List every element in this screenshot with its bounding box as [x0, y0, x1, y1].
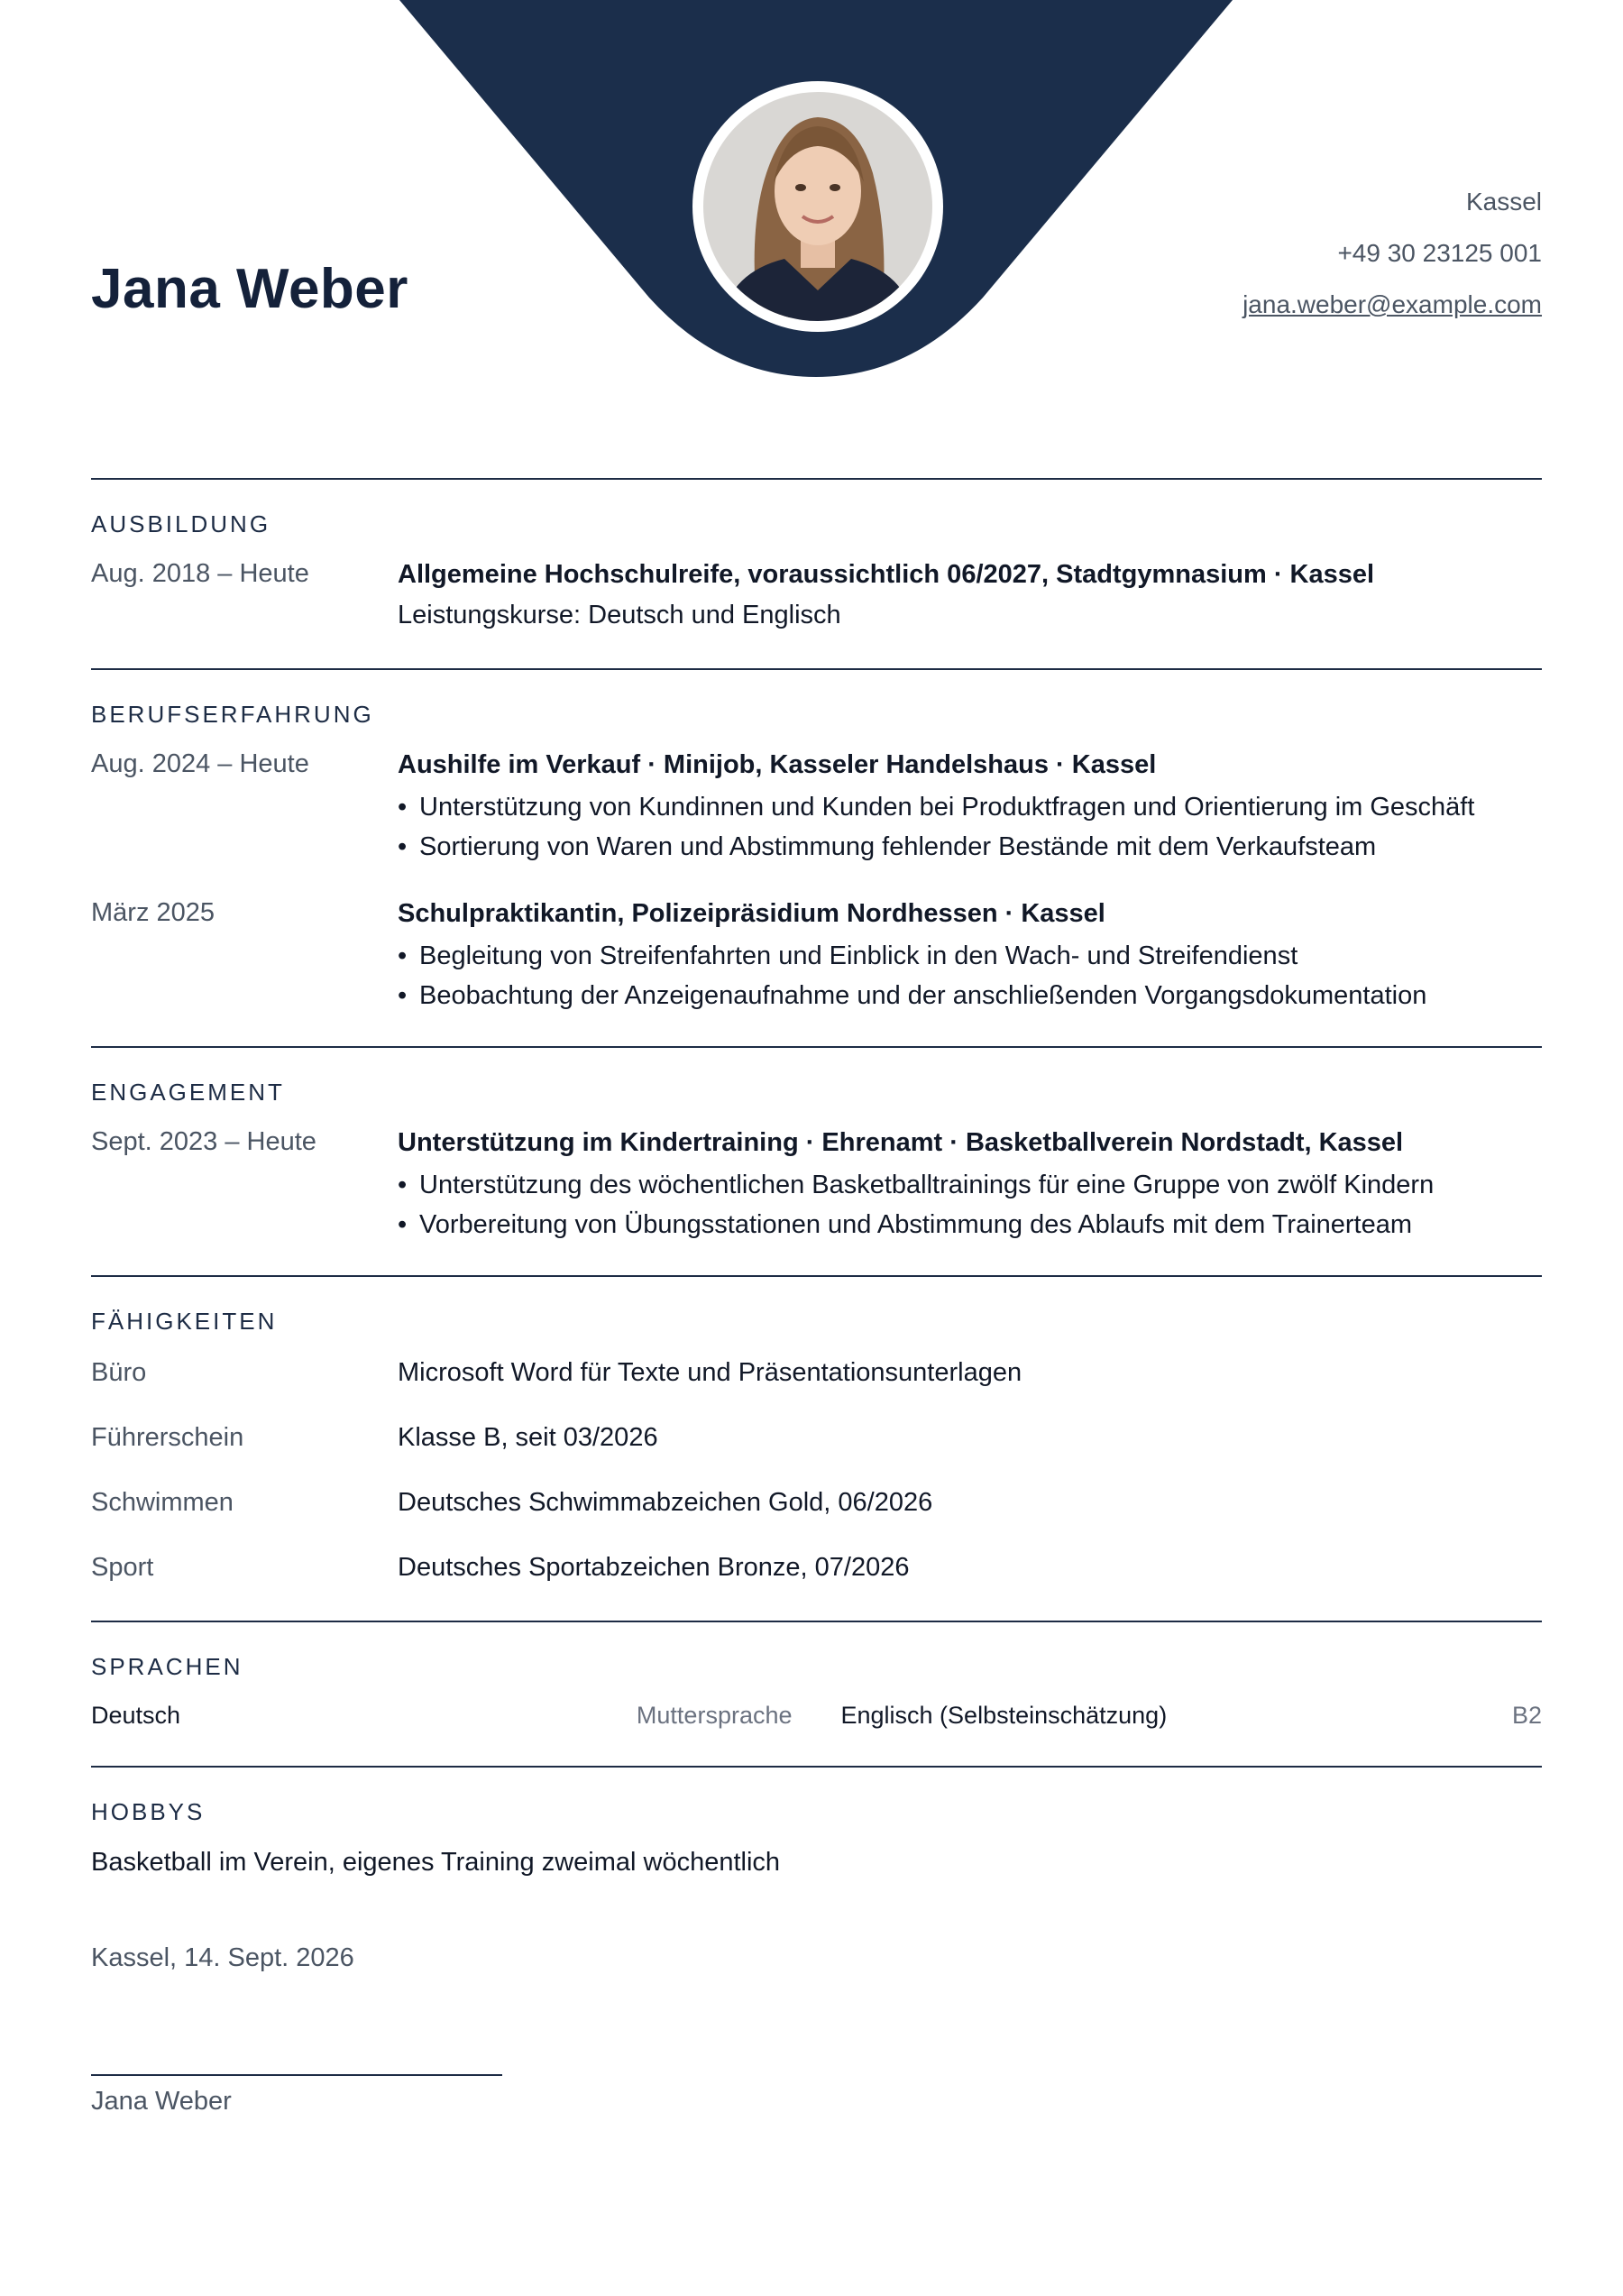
- section-title: FÄHIGKEITEN: [91, 1308, 278, 1335]
- skill-label: Schwimmen: [91, 1488, 234, 1517]
- skill-value: Deutsches Schwimmabzeichen Gold, 06/2026: [398, 1488, 933, 1517]
- profile-photo: [692, 81, 943, 332]
- section-hobbies: [91, 1766, 1542, 1882]
- cv-content: [91, 478, 1542, 2117]
- bullet-list: [398, 789, 1542, 865]
- bullet-glyph: •: [398, 1210, 408, 1239]
- skill-row: [91, 1417, 1542, 1458]
- bullet-item: [398, 829, 1542, 865]
- bullet-glyph: •: [398, 1171, 408, 1199]
- skill-value: Deutsches Sportabzeichen Bronze, 07/2026: [398, 1553, 910, 1582]
- bullet-glyph: •: [398, 832, 408, 861]
- experience-entry: [91, 894, 1542, 1014]
- bullet-text: Beobachtung der Anzeigenaufnahme und der anschließenden Vorgangsdokumentation: [419, 981, 1427, 1010]
- language-item: [91, 1697, 793, 1733]
- bullet-text: Unterstützung des wöchentlichen Basketballtrainings für eine Gruppe von zwölf Kindern: [419, 1171, 1435, 1199]
- section-title: ENGAGEMENT: [91, 1079, 285, 1106]
- bullet-list: [398, 1167, 1542, 1243]
- skill-row: [91, 1482, 1542, 1523]
- skill-row: [91, 1352, 1542, 1393]
- experience-entry: [91, 745, 1542, 865]
- bullet-text: Unterstützung von Kundinnen und Kunden bei Produktfragen und Orientierung im Geschäft: [419, 793, 1475, 822]
- candidate-name: Jana Weber: [91, 258, 408, 320]
- entry-detail: Leistungskurse: Deutsch und Englisch: [398, 601, 841, 629]
- section-education: [91, 478, 1542, 668]
- bullet-text: Sortierung von Waren und Abstimmung fehlender Bestände mit dem Verkaufsteam: [419, 832, 1377, 861]
- engagement-entry: [91, 1123, 1542, 1243]
- bullet-item: [398, 938, 1542, 974]
- language-level: Muttersprache: [636, 1702, 793, 1729]
- skill-label: Führerschein: [91, 1423, 244, 1452]
- bullet-item: [398, 1207, 1542, 1243]
- bullet-item: [398, 1167, 1542, 1203]
- skill-value: Klasse B, seit 03/2026: [398, 1423, 658, 1452]
- language-name: Englisch (Selbsteinschätzung): [840, 1702, 1168, 1729]
- language-name: Deutsch: [91, 1702, 181, 1729]
- bullet-text: Begleitung von Streifenfahrten und Einblick in den Wach- und Streifendienst: [419, 941, 1298, 970]
- signature-name: Jana Weber: [91, 2087, 232, 2116]
- entry-headline: Aushilfe im Verkauf · Minijob, Kasseler Handelshaus · Kassel: [398, 750, 1157, 779]
- bullet-item: [398, 789, 1542, 825]
- entry-date: Aug. 2024 – Heute: [91, 749, 309, 778]
- skill-row: [91, 1547, 1542, 1588]
- bullet-text: Vorbereitung von Übungsstationen und Abstimmung des Ablaufs mit dem Trainerteam: [419, 1210, 1413, 1239]
- contact-block: [1242, 176, 1542, 330]
- bullet-list: [398, 938, 1542, 1014]
- contact-email-link[interactable]: jana.weber@example.com: [1242, 290, 1542, 318]
- language-item: [841, 1697, 1543, 1733]
- entry-headline: Unterstützung im Kindertraining · Ehrenamt · Basketballverein Nordstadt, Kassel: [398, 1128, 1404, 1157]
- entry-headline: Schulpraktikantin, Polizeipräsidium Nordhessen · Kassel: [398, 899, 1105, 928]
- skill-label: Sport: [91, 1553, 154, 1582]
- bullet-item: [398, 978, 1542, 1014]
- language-row: [91, 1697, 1542, 1733]
- section-title: SPRACHEN: [91, 1653, 243, 1680]
- bullet-glyph: •: [398, 941, 408, 970]
- bullet-glyph: •: [398, 793, 408, 822]
- section-title: HOBBYS: [91, 1798, 206, 1825]
- entry-date: März 2025: [91, 898, 215, 927]
- signature-line: [91, 2074, 502, 2076]
- entry-headline: Allgemeine Hochschulreife, voraussichtlich 06/2027, Stadtgymnasium · Kassel: [398, 560, 1375, 589]
- section-experience: [91, 668, 1542, 1046]
- section-title: BERUFSERFAHRUNG: [91, 701, 374, 728]
- contact-city: Kassel: [1465, 188, 1542, 216]
- skill-value: Microsoft Word für Texte und Präsentationsunterlagen: [398, 1358, 1022, 1387]
- entry-date: Aug. 2018 – Heute: [91, 559, 309, 588]
- skill-label: Büro: [91, 1358, 147, 1387]
- contact-phone[interactable]: +49 30 23125 001: [1337, 239, 1542, 267]
- section-title: AUSBILDUNG: [91, 510, 271, 537]
- place-date: Kassel, 14. Sept. 2026: [91, 1943, 354, 1972]
- bullet-glyph: •: [398, 981, 408, 1010]
- section-skills: [91, 1275, 1542, 1621]
- education-entry: [91, 555, 1542, 636]
- entry-date: Sept. 2023 – Heute: [91, 1127, 316, 1156]
- language-level: B2: [1511, 1702, 1542, 1729]
- section-languages: [91, 1621, 1542, 1766]
- hobbies-text: Basketball im Verein, eigenes Training zweimal wöchentlich: [91, 1848, 781, 1877]
- section-engagement: [91, 1046, 1542, 1275]
